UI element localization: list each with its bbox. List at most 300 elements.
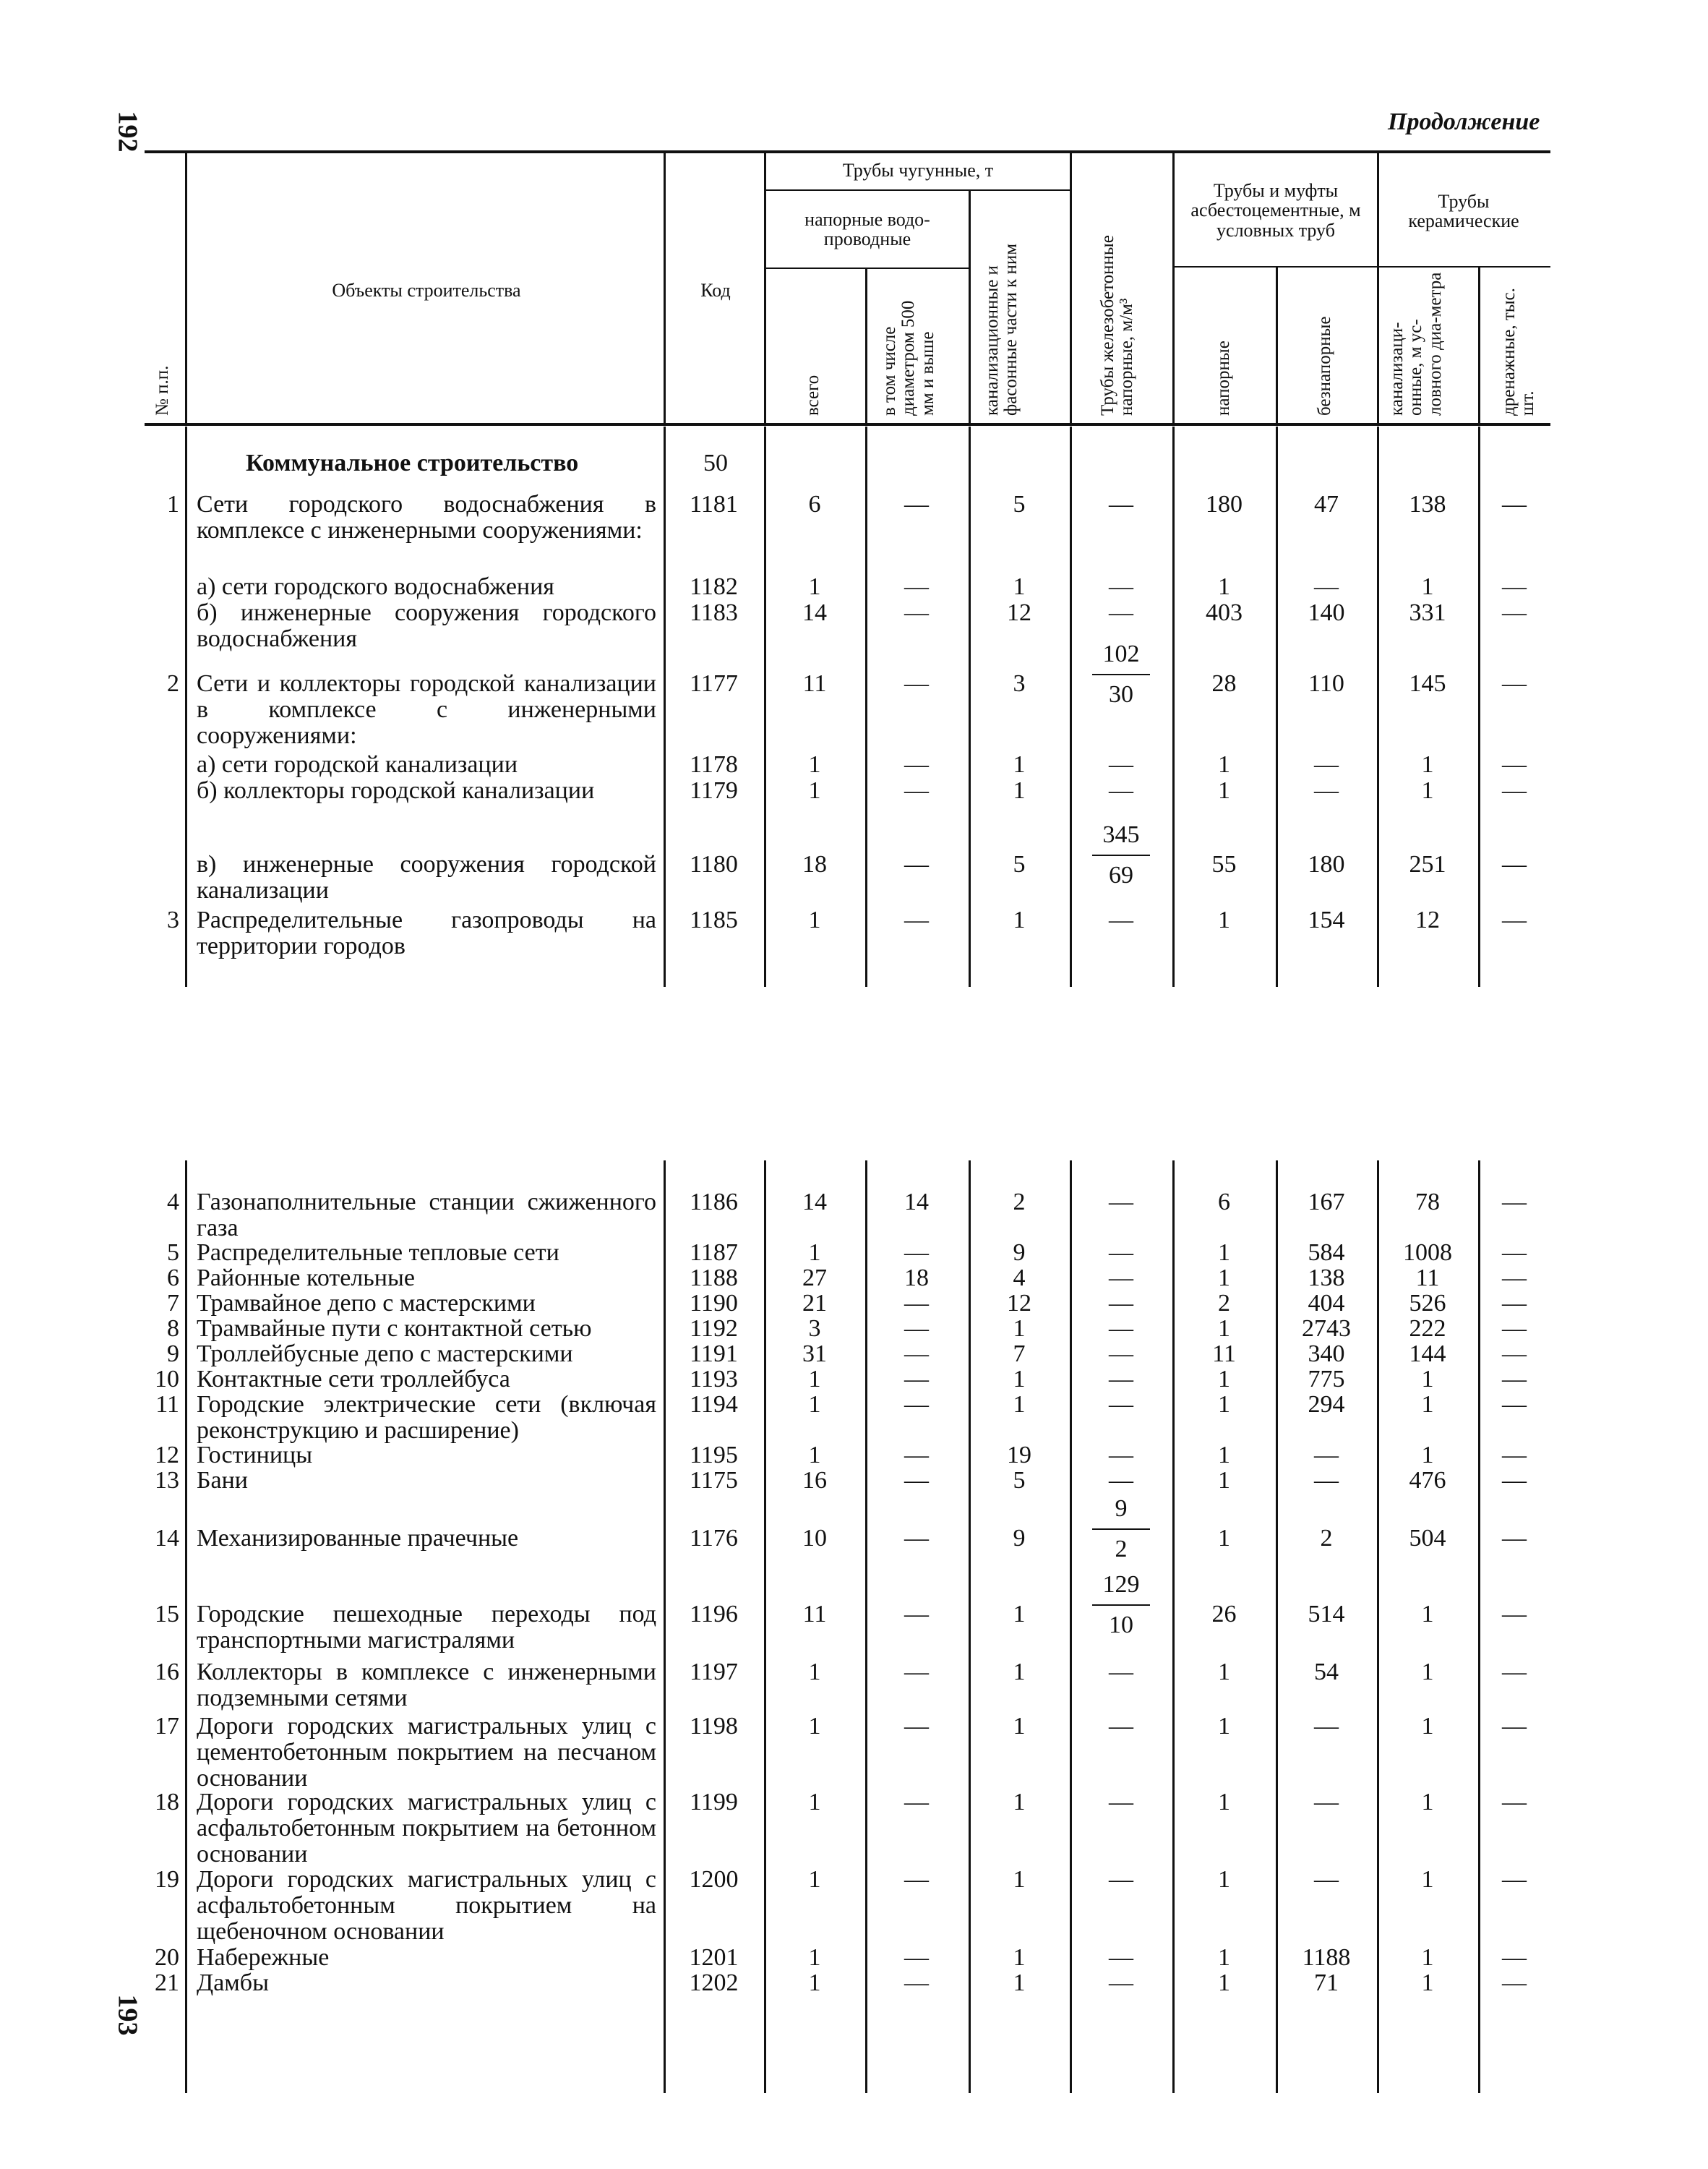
hdr-vline [1377,152,1379,423]
cell-c1: 16 [802,1467,827,1494]
cell-c4: — [1109,599,1133,626]
cell-c3: 1 [1013,1866,1026,1893]
cell-code: 1187 [690,1239,738,1266]
cell-c3: 1 [1013,1789,1026,1815]
cell-code: 1199 [690,1789,738,1815]
fraction-bar [1092,1528,1150,1530]
cell-c2: — [904,1525,929,1552]
cell-c5: 11 [1212,1340,1236,1367]
cell-c7: 1 [1421,1391,1434,1418]
cell-c8: — [1502,777,1527,804]
table-column-rule [1478,1160,1480,2093]
cell-c1: 14 [802,1189,827,1215]
table-column-rule [764,1160,766,2093]
cell-c5: 2 [1218,1290,1230,1317]
row-number: 9 [167,1340,179,1367]
cell-c7: 1 [1421,1442,1434,1468]
table-column-rule [1172,1160,1175,2093]
fraction-cell [1092,641,1150,709]
cell-c4: — [1109,1713,1133,1740]
cell-c8: — [1502,851,1527,878]
cell-c5: 1 [1218,1866,1230,1893]
cell-code: 1195 [690,1442,738,1468]
cell-c5: 1 [1218,1366,1230,1392]
cell-c8: — [1502,907,1527,933]
cell-c6: — [1314,1789,1339,1815]
cell-c7: 1 [1421,1659,1434,1685]
cell-c8: — [1502,1789,1527,1815]
cell-c8: — [1502,1391,1527,1418]
cell-c7: 476 [1409,1467,1446,1494]
fraction-numerator: 9 [1115,1495,1128,1522]
cell-c2: — [904,1340,929,1367]
cell-c5: 1 [1218,1467,1230,1494]
row-object-name: Газонаполнительные станции сжиженного газа [197,1189,656,1241]
cell-c8: — [1502,1265,1527,1291]
header-pressure-water: напорные водо-проводные [804,209,930,250]
cell-c8: — [1502,1189,1527,1215]
cell-c1: 1 [808,1659,821,1685]
header-reinforced: Трубы железобетонные напорные, м/м³ [1098,235,1137,416]
cell-c7: 331 [1409,599,1446,626]
hdr-vline [1070,152,1072,423]
cell-c3: 1 [1013,1969,1026,1996]
cell-code: 1201 [689,1944,739,1971]
cell-c6: 140 [1308,599,1345,626]
cell-c1: 21 [802,1290,827,1317]
row-number: 21 [155,1969,179,1996]
header-subrule-cast [766,189,1070,191]
header-subrule-ceramic [1377,266,1550,268]
cell-c8: — [1502,1340,1527,1367]
cell-c1: 1 [808,751,821,778]
cell-c3: 2 [1013,1189,1026,1215]
cell-code: 1180 [690,851,738,878]
cell-c1: 27 [802,1265,827,1291]
row-object-name: Дороги городских магистральных улиц с асфальтобетонным покрытием на бетонном основании [197,1789,656,1868]
cell-c1: 1 [808,1442,821,1468]
cell-c5: 1 [1218,1969,1230,1996]
cell-code: 1191 [690,1340,738,1367]
cell-c6: 404 [1308,1290,1345,1317]
cell-c4: — [1109,1239,1133,1266]
table-column-rule [185,427,187,987]
cell-c4: — [1109,777,1133,804]
header-ceramic: Трубы керамические [1408,191,1519,232]
cell-c6: 514 [1308,1601,1345,1627]
cell-c3: 1 [1013,1659,1026,1685]
cell-c4: — [1109,1866,1133,1893]
cell-c5: 6 [1218,1189,1230,1215]
row-object-name: Коллекторы в комплексе с инженерными подземными сетями [197,1659,656,1711]
continuation-label: Продолжение [1388,108,1540,135]
cell-code: 1196 [690,1601,738,1627]
cell-c8: — [1502,599,1527,626]
hdr-vline [1172,152,1175,423]
table-column-rule [664,427,666,987]
cell-c2: — [904,1290,929,1317]
table-column-rule [969,1160,971,2093]
row-number: 13 [155,1467,179,1494]
cell-c8: — [1502,1525,1527,1552]
row-object-name: Дороги городских магистральных улиц с асфальтобетонным покрытием на щебеночном основании [197,1866,656,1945]
cell-code: 1178 [690,751,738,778]
cell-c6: — [1314,1713,1339,1740]
header-ceramic-drain: дренажные, тыс. шт. [1499,288,1538,416]
cell-c4: — [1109,751,1133,778]
row-number: 20 [155,1944,179,1971]
cell-code: 1188 [690,1265,738,1291]
table-column-rule [1478,427,1480,987]
cell-c6: 294 [1308,1391,1345,1418]
cell-code: 1193 [690,1366,738,1392]
header-objects: Объекты строительства [332,280,521,301]
row-object-name: Сети городского водоснабжения в комплексе с инженерными сооружениями: [197,491,656,544]
fraction-denominator: 30 [1109,681,1133,708]
cell-c5: 1 [1218,1391,1230,1418]
header-ceramic-sewer: канализаци-онные, м ус-ловного диа-метра [1387,272,1445,416]
header-nonpressure: безнапорные [1315,316,1334,416]
cell-c5: 1 [1218,1315,1230,1342]
cell-c1: 31 [802,1340,827,1367]
cell-c2: — [904,1713,929,1740]
cell-c3: 1 [1013,751,1026,778]
cell-c2: — [904,1866,929,1893]
row-object-name: Контактные сети троллейбуса [197,1366,510,1392]
cell-c1: 14 [802,599,827,626]
cell-c8: — [1502,1239,1527,1266]
header-top-rule [145,150,1550,153]
cell-c7: 1 [1421,1866,1434,1893]
cell-c5: 1 [1218,1442,1230,1468]
cell-c8: — [1502,1944,1527,1971]
row-object-name: Городские электрические сети (включая реконструкцию и расширение) [197,1391,656,1444]
table-column-rule [969,427,971,987]
hdr-vline [185,152,187,423]
row-number: 2 [167,670,179,697]
cell-c7: 1 [1421,1366,1434,1392]
cell-c3: 5 [1013,491,1026,518]
cell-c6: 167 [1308,1189,1345,1215]
row-number: 5 [167,1239,179,1266]
row-number: 4 [167,1189,179,1215]
cell-code: 1190 [690,1290,738,1317]
cell-c4: — [1109,1467,1133,1494]
section-code: 50 [703,450,728,476]
cell-c1: 3 [808,1315,821,1342]
cell-c7: 1 [1421,1601,1434,1627]
cell-c6: 2743 [1302,1315,1351,1342]
fraction-bar [1092,674,1150,675]
cell-c3: 1 [1013,1315,1026,1342]
row-object-name: в) инженерные сооружения городской канализации [197,851,656,904]
row-number: 15 [155,1601,179,1627]
cell-code: 1186 [690,1189,738,1215]
fraction-denominator: 69 [1109,862,1133,889]
cell-c6: 154 [1308,907,1345,933]
cell-c5: 1 [1218,1239,1230,1266]
cell-c7: 1 [1421,1969,1434,1996]
cell-c3: 5 [1013,851,1026,878]
row-number: 12 [155,1442,179,1468]
row-object-name: Бани [197,1467,249,1494]
cell-c2: — [904,1601,929,1627]
cell-c1: 1 [808,777,821,804]
cell-c8: — [1502,1467,1527,1494]
cell-c2: — [904,907,929,933]
cell-c5: 1 [1218,1944,1230,1971]
cell-c5: 1 [1218,907,1230,933]
row-object-name: Распределительные газопроводы на территории городов [197,907,656,959]
header-asbestos: Трубы и муфты асбестоцементные, м условных труб [1190,180,1361,241]
cell-c7: 145 [1409,670,1446,697]
row-object-name: Трамвайное депо с мастерскими [197,1290,536,1317]
cell-c4: — [1109,1315,1133,1342]
cell-c4: — [1109,1189,1133,1215]
cell-c5: 1 [1218,1265,1230,1291]
row-object-name: а) сети городского водоснабжения [197,573,554,600]
cell-code: 1198 [690,1713,738,1740]
cell-c1: 1 [808,907,821,933]
hdr-vline [664,152,666,423]
cell-code: 1185 [690,907,738,933]
cell-c6: — [1314,1866,1339,1893]
cell-c2: — [904,1366,929,1392]
cell-c8: — [1502,751,1527,778]
cell-c2: — [904,1659,929,1685]
cell-c7: 504 [1409,1525,1446,1552]
header-total: всего [803,375,823,416]
cell-c5: 1 [1218,1789,1230,1815]
table-column-rule [664,1160,666,2093]
cell-c3: 1 [1013,907,1026,933]
cell-c3: 4 [1013,1265,1026,1291]
hdr-vline [865,268,867,423]
section-title: Коммунальное строительство [246,450,579,476]
cell-c7: 251 [1409,851,1446,878]
cell-c5: 1 [1218,1713,1230,1740]
cell-c4: — [1109,1340,1133,1367]
cell-c5: 26 [1211,1601,1237,1627]
cell-c2: — [904,1467,929,1494]
cell-code: 1183 [690,599,738,626]
cell-c1: 11 [802,1601,827,1627]
cell-c8: — [1502,1366,1527,1392]
cell-c8: — [1502,1866,1527,1893]
cell-c1: 1 [808,1239,821,1266]
cell-c8: — [1502,491,1527,518]
cell-c6: — [1314,777,1339,804]
cell-c6: 1188 [1302,1944,1351,1971]
cell-c6: 775 [1308,1366,1345,1392]
cell-c8: — [1502,1442,1527,1468]
fraction-denominator: 10 [1109,1612,1133,1638]
cell-c2: — [904,1391,929,1418]
cell-c1: 1 [808,1969,821,1996]
row-number: 14 [155,1525,179,1552]
cell-c4: — [1109,1442,1133,1468]
cell-c4: — [1109,1290,1133,1317]
fraction-bar [1092,1604,1150,1606]
header-sewer-fittings: канализационные и фасонные части к ним [982,243,1021,416]
cell-c8: — [1502,1969,1527,1996]
row-number: 1 [167,491,179,518]
cell-c7: 1 [1421,751,1434,778]
cell-c6: 47 [1314,491,1339,518]
cell-c3: 1 [1013,1944,1026,1971]
cell-c6: — [1314,1467,1339,1494]
cell-c2: — [904,751,929,778]
row-object-name: Механизированные прачечные [197,1525,519,1552]
cell-c3: 9 [1013,1239,1026,1266]
table-column-rule [865,427,867,987]
cell-c6: — [1314,573,1339,600]
hdr-vline [969,189,971,423]
cell-c7: 1 [1421,777,1434,804]
hdr-vline [1478,266,1480,423]
table-column-rule [185,1160,187,2093]
cell-c8: — [1502,670,1527,697]
cell-c7: 78 [1415,1189,1440,1215]
cell-code: 1202 [689,1969,739,1996]
cell-c7: 526 [1409,1290,1446,1317]
row-number: 17 [155,1713,179,1740]
cell-c5: 55 [1211,851,1237,878]
table-column-rule [1276,427,1278,987]
cell-c2: — [904,1969,929,1996]
cell-code: 1200 [689,1866,739,1893]
cell-c7: 1 [1421,1713,1434,1740]
cell-c4: — [1109,1944,1133,1971]
cell-c8: — [1502,1713,1527,1740]
cell-c1: 6 [808,491,821,518]
row-object-name: Городские пешеходные переходы под транспортными магистралями [197,1601,656,1654]
cell-c3: 3 [1013,670,1026,697]
cell-c2: 18 [904,1265,929,1291]
row-object-name: б) коллекторы городской канализации [197,777,595,804]
row-object-name: Гостиницы [197,1442,313,1468]
hdr-vline [1276,266,1278,423]
cell-code: 1181 [690,491,738,518]
cell-c1: 1 [808,1866,821,1893]
cell-c3: 1 [1013,1601,1026,1627]
cell-c4: — [1109,907,1133,933]
cell-code: 1194 [690,1391,738,1418]
cell-code: 1182 [690,573,738,600]
table-column-rule [1377,1160,1379,2093]
cell-c8: — [1502,573,1527,600]
cell-c2: — [904,573,929,600]
cell-c3: 1 [1013,1391,1026,1418]
cell-c5: 1 [1218,777,1230,804]
row-object-name: Дамбы [197,1969,269,1996]
cell-c3: 9 [1013,1525,1026,1552]
cell-c7: 1008 [1403,1239,1452,1266]
cell-c4: — [1109,1789,1133,1815]
hdr-vline [764,152,766,423]
page-number-top: 192 [112,111,143,153]
cell-c3: 1 [1013,777,1026,804]
cell-c1: 11 [802,670,827,697]
cell-c8: — [1502,1315,1527,1342]
row-number: 6 [167,1265,179,1291]
cell-c2: — [904,491,929,518]
cell-c4: — [1109,1366,1133,1392]
cell-c3: 1 [1013,573,1026,600]
cell-c6: 180 [1308,851,1345,878]
cell-c6: 110 [1308,670,1344,697]
cell-c1: 1 [808,1713,821,1740]
row-number: 18 [155,1789,179,1815]
cell-c1: 18 [802,851,827,878]
row-object-name: Сети и коллекторы городской канализации в комплексе с инженерными сооружениями: [197,670,656,749]
row-object-name: б) инженерные сооружения городского водоснабжения [197,599,656,652]
page-number-bottom: 193 [112,1994,143,2036]
cell-c2: — [904,1789,929,1815]
cell-c2: — [904,1944,929,1971]
row-object-name: Распределительные тепловые сети [197,1239,559,1266]
cell-code: 1175 [690,1467,738,1494]
cell-c7: 138 [1409,491,1446,518]
cell-c2: 14 [904,1189,929,1215]
cell-c4: — [1109,1659,1133,1685]
cell-c6: 71 [1314,1969,1339,1996]
cell-c2: — [904,1442,929,1468]
cell-c6: 340 [1308,1340,1345,1367]
cell-c7: 1 [1421,1789,1434,1815]
cell-c3: 12 [1007,599,1031,626]
table-column-rule [1276,1160,1278,2093]
table-column-rule [1377,427,1379,987]
cell-c4: — [1109,1265,1133,1291]
cell-c3: 12 [1007,1290,1031,1317]
row-number: 10 [155,1366,179,1392]
row-object-name: Дороги городских магистральных улиц с цементобетонным покрытием на песчаном основании [197,1713,656,1792]
row-number: 19 [155,1866,179,1893]
row-number: 11 [155,1391,179,1418]
cell-c6: 54 [1314,1659,1339,1685]
cell-c7: 11 [1415,1265,1440,1291]
fraction-numerator: 129 [1102,1571,1140,1598]
fraction-cell [1092,1495,1150,1563]
cell-c3: 1 [1013,1366,1026,1392]
cell-c7: 1 [1421,1944,1434,1971]
fraction-numerator: 102 [1102,641,1140,667]
header-cast-iron: Трубы чугунные, т [842,160,994,181]
cell-c6: 138 [1308,1265,1345,1291]
cell-c6: 584 [1308,1239,1345,1266]
cell-c4: — [1109,1391,1133,1418]
cell-c5: 180 [1206,491,1243,518]
cell-code: 1176 [690,1525,738,1552]
cell-code: 1177 [690,670,738,697]
fraction-bar [1092,855,1150,856]
cell-code: 1192 [690,1315,738,1342]
cell-c7: 12 [1415,907,1440,933]
cell-c2: — [904,1315,929,1342]
cell-c4: — [1109,491,1133,518]
table-column-rule [764,427,766,987]
row-number: 7 [167,1290,179,1317]
cell-c2: — [904,851,929,878]
cell-c3: 19 [1007,1442,1031,1468]
table-column-rule [1070,427,1072,987]
cell-c8: — [1502,1601,1527,1627]
header-pressure: напорные [1214,341,1233,416]
header-incl-500: в том числе диаметром 500 мм и выше [880,300,937,416]
header-subrule-water [766,268,969,269]
cell-c4: — [1109,1969,1133,1996]
